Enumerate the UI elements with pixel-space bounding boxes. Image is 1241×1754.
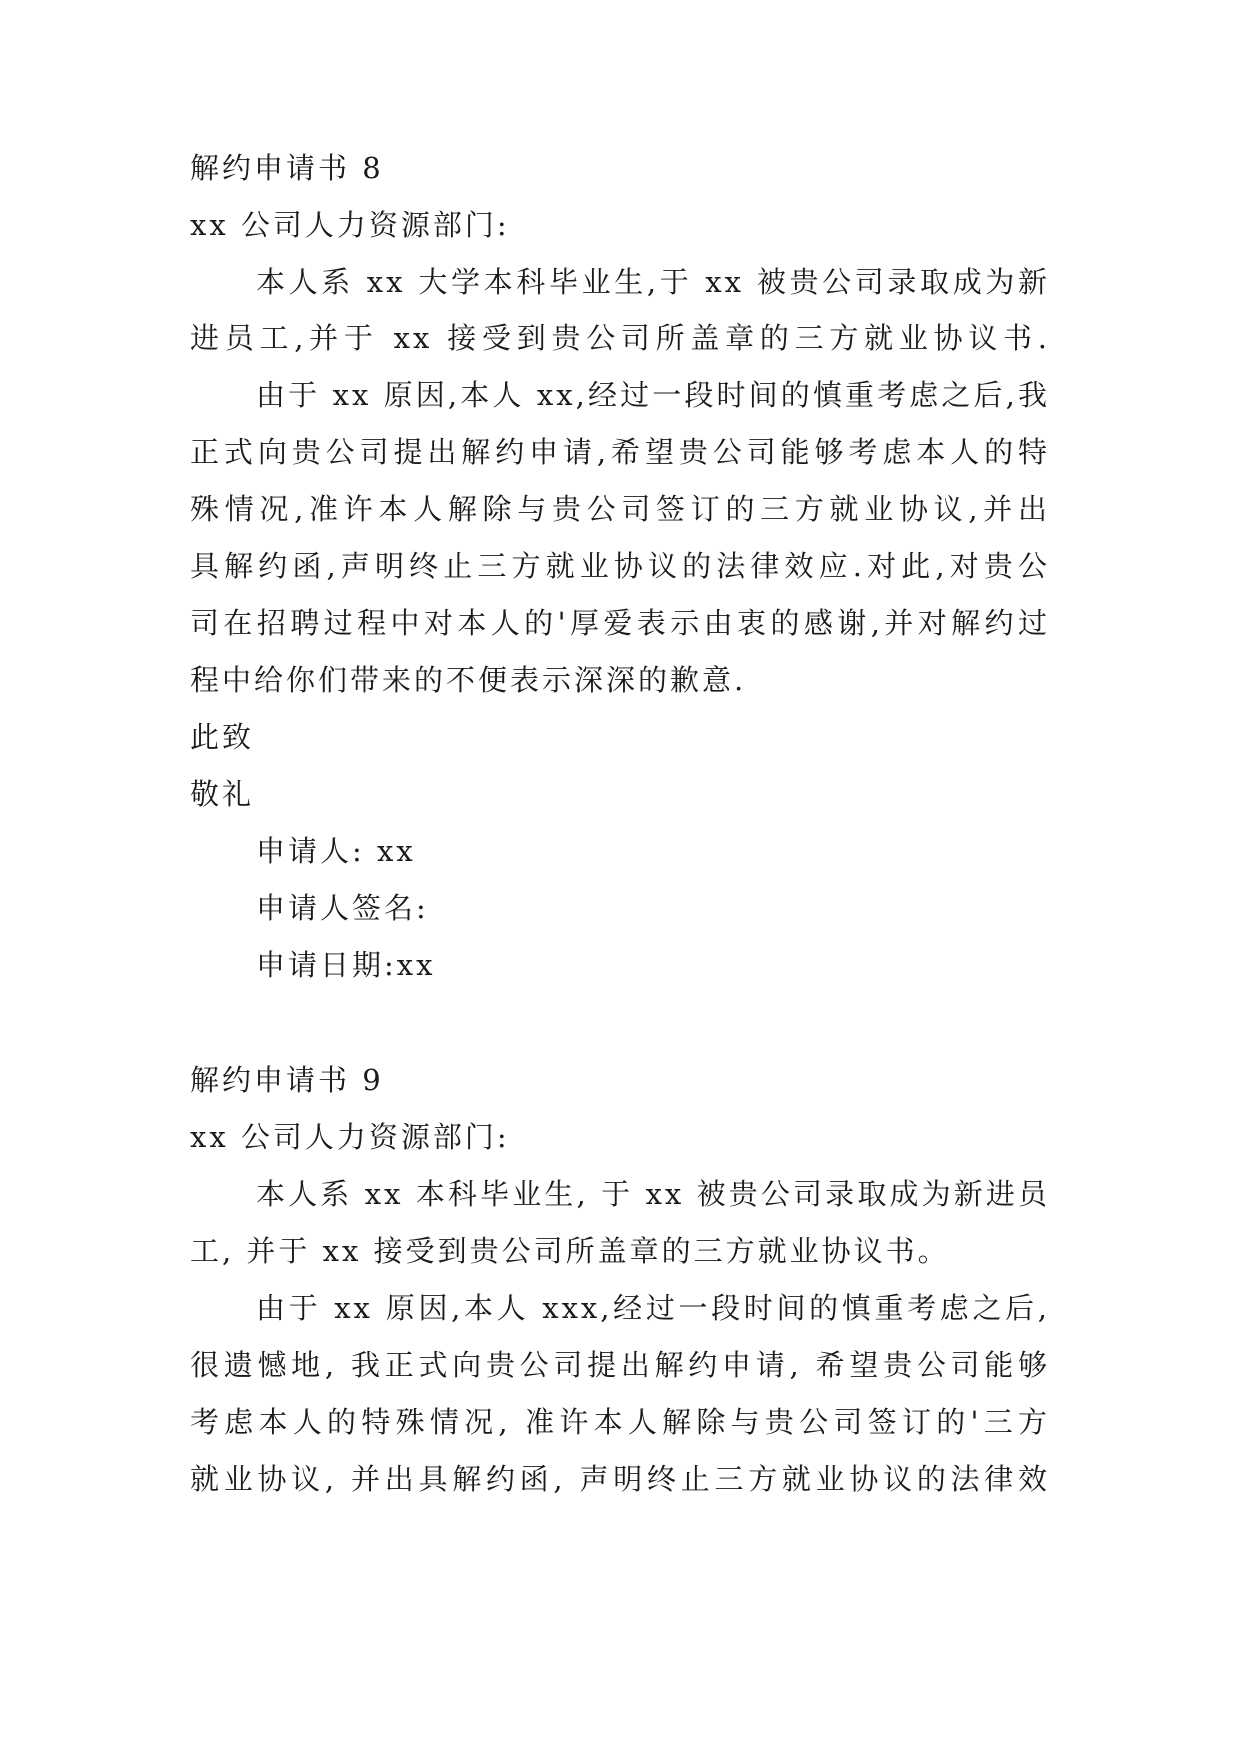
letter1-closing-1: 此致 xyxy=(190,720,255,754)
letter1-body-line: 本人系 xx 大学本科毕业生,于 xx 被贵公司录取成为新 xyxy=(256,265,1050,299)
letter1-body-line: 司在招聘过程中对本人的'厚爱表示由衷的感谢,并对解约过 xyxy=(190,606,1050,640)
letter2-body-line: 考虑本人的特殊情况, 准许本人解除与贵公司签订的'三方 xyxy=(190,1405,1050,1439)
letter2-title: 解约申请书 9 xyxy=(190,1063,384,1097)
letter2-body-line: 很遗憾地, 我正式向贵公司提出解约申请, 希望贵公司能够 xyxy=(190,1348,1050,1382)
letter1-title: 解约申请书 8 xyxy=(190,151,384,185)
letter1-body-line: 由于 xx 原因,本人 xx,经过一段时间的慎重考虑之后,我 xyxy=(256,378,1050,412)
letter2-body-line: 工, 并于 xx 接受到贵公司所盖章的三方就业协议书。 xyxy=(190,1234,950,1268)
letter2-recipient: xx 公司人力资源部门: xyxy=(190,1120,510,1154)
letter1-body-line: 正式向贵公司提出解约申请,希望贵公司能够考虑本人的特 xyxy=(190,435,1050,469)
letter1-closing-2: 敬礼 xyxy=(190,777,255,811)
letter1-body-line: 程中给你们带来的不便表示深深的歉意. xyxy=(190,663,747,697)
letter1-body-line: 进员工,并于 xx 接受到贵公司所盖章的三方就业协议书. xyxy=(190,321,1050,355)
letter1-recipient: xx 公司人力资源部门: xyxy=(190,208,510,242)
letter1-body-line: 具解约函,声明终止三方就业协议的法律效应.对此,对贵公 xyxy=(190,549,1050,583)
letter1-date: 申请日期:xx xyxy=(256,948,436,982)
letter1-body-line: 殊情况,准许本人解除与贵公司签订的三方就业协议,并出 xyxy=(190,492,1050,526)
letter1-applicant: 申请人: xx xyxy=(256,834,416,868)
letter1-signature: 申请人签名: xyxy=(256,891,429,925)
letter2-body-line: 本人系 xx 本科毕业生, 于 xx 被贵公司录取成为新进员 xyxy=(256,1177,1050,1211)
letter2-body-line: 就业协议, 并出具解约函, 声明终止三方就业协议的法律效 xyxy=(190,1462,1050,1496)
letter2-body-line: 由于 xx 原因,本人 xxx,经过一段时间的慎重考虑之后, xyxy=(256,1291,1050,1325)
